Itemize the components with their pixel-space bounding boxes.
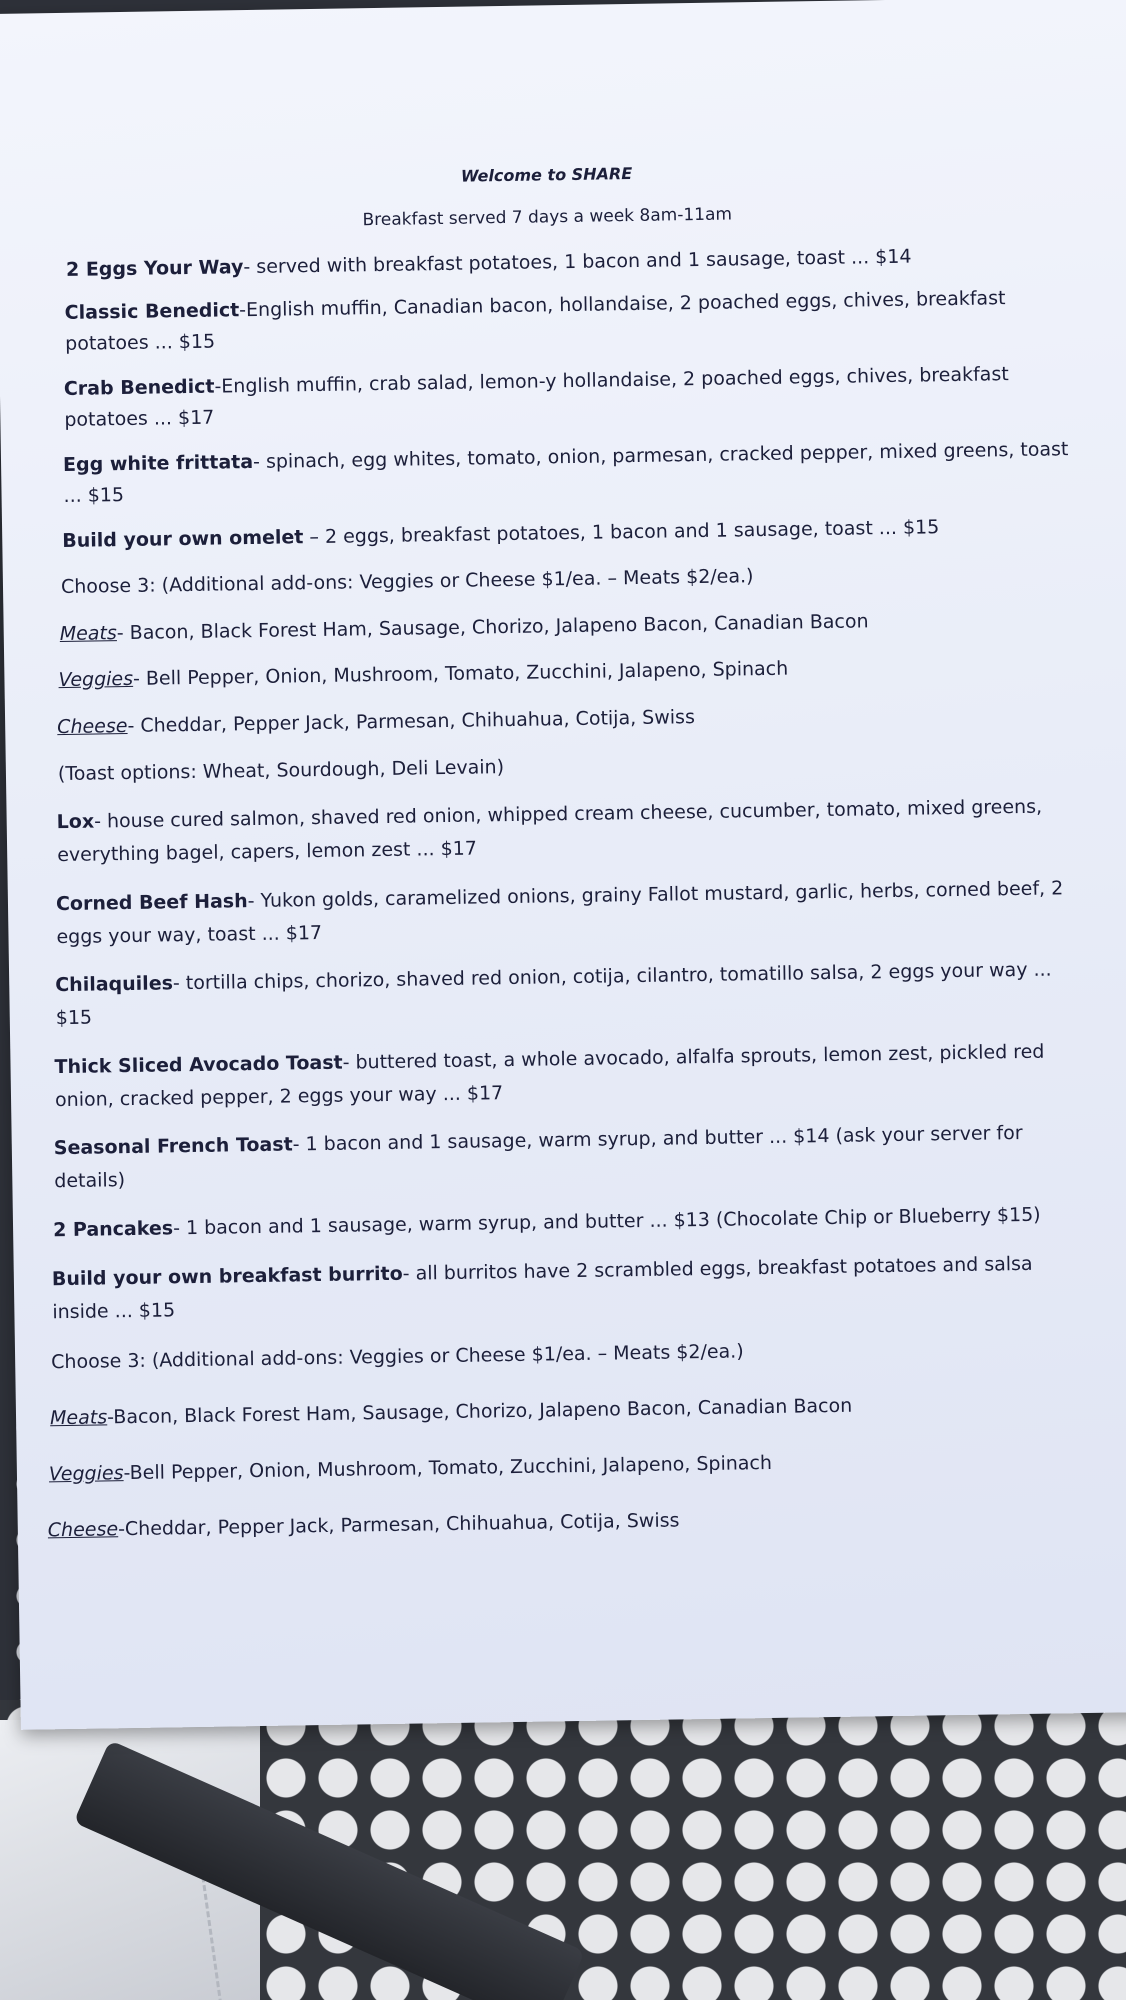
meats-list: - Bacon, Black Forest Ham, Sausage, Chorizo, Jalapeno Bacon, Canadian Bacon [116,610,869,645]
item-desc: - 1 bacon and 1 sausage, warm syrup, and butter ... $13 (Chocolate Chip or Blueberry $15) [172,1203,1041,1240]
omelet-choose: Choose 3: (Additional add-ons: Veggies or Cheese $1/ea. – Meats $2/ea.) [60,565,754,599]
veggies-label: Veggies [58,667,134,692]
item-desc: – 2 eggs, breakfast potatoes, 1 bacon and 1 sausage, toast ... $15 [303,516,940,549]
menu-item-chilaquiles [55,951,1052,1006]
menu-item-burrito [52,1245,1033,1299]
item-desc-cont: everything bagel, capers, lemon zest ... $17 [57,837,478,867]
item-name: Corned Beef Hash [55,890,248,916]
omelet-veggies [58,650,788,700]
burrito-cheese [48,1501,680,1550]
menu-item-omelet [62,508,940,561]
item-desc: - house cured salmon, shaved red onion, whipped cream cheese, cucumber, tomato, mixed greens, [93,795,1043,833]
cheese-label: Cheese [47,1518,119,1542]
omelet-meats [59,602,868,654]
item-name: Build your own breakfast burrito [51,1262,403,1291]
item-name: Classic Benedict [64,299,240,324]
item-name: Egg white frittata [62,450,254,476]
burrito-meats [50,1387,853,1439]
menu-item-egg-white-frittata [63,430,1069,485]
item-desc-cont: eggs your way, toast ... $17 [56,921,323,949]
item-desc: -English muffin, crab salad, lemon-y hollandaise, 2 poached eggs, chives, breakfast [214,363,1009,398]
item-name: Build your own omelet [62,526,304,552]
menu-item-french-toast [54,1114,1023,1168]
omelet-toast-options: (Toast options: Wheat, Sourdough, Deli Levain) [57,756,505,786]
item-name: 2 Pancakes [52,1217,174,1242]
item-desc-cont: potatoes ... $15 [65,330,216,355]
meats-label: Meats [59,622,117,646]
veggies-list: -Bell Pepper, Onion, Mushroom, Tomato, Zucchini, Jalapeno, Spinach [123,1451,773,1485]
item-desc-cont: potatoes ... $17 [64,406,215,431]
item-desc-cont: ... $15 [63,484,125,507]
cheese-label: Cheese [57,714,128,739]
item-desc-cont: $15 [55,1006,93,1030]
omelet-cheese [57,698,695,747]
item-desc: - tortilla chips, chorizo, shaved red onion, cotija, cilantro, tomatillo salsa, 2 eggs your way ... [172,958,1052,995]
item-name: Chilaquiles [55,972,174,997]
item-desc-cont: inside ... $15 [52,1299,176,1324]
item-desc: - spinach, egg whites, tomato, onion, parmesan, cracked pepper, mixed greens, toast [252,438,1069,473]
veggies-list: - Bell Pepper, Onion, Mushroom, Tomato, Zucchini, Jalapeno, Spinach [132,657,789,690]
item-desc: - all burritos have 2 scrambled eggs, breakfast potatoes and salsa [402,1252,1033,1285]
cheese-list: - Cheddar, Pepper Jack, Parmesan, Chihuahua, Cotija, Swiss [127,706,696,737]
veggies-label: Veggies [48,1462,124,1486]
item-desc: - 1 bacon and 1 sausage, warm syrup, and butter ... $14 (ask your server for [292,1121,1023,1156]
item-name: 2 Eggs Your Way [65,256,244,281]
item-desc-cont: details) [54,1169,126,1193]
burrito-veggies [49,1444,773,1494]
meats-label: Meats [49,1406,108,1430]
cheese-list: -Cheddar, Pepper Jack, Parmesan, Chihuahua, Cotija, Swiss [117,1509,680,1541]
item-name: Lox [56,810,95,834]
menu-title: Welcome to SHARE [460,163,633,186]
burrito-choose: Choose 3: (Additional add-ons: Veggies or Cheese $1/ea. – Meats $2/ea.) [51,1340,744,1374]
item-desc-cont: onion, cracked pepper, 2 eggs your way ... $17 [54,1082,504,1112]
item-desc: -English muffin, Canadian bacon, hollandaise, 2 poached eggs, chives, breakfast [239,287,1006,322]
item-name: Seasonal French Toast [53,1133,293,1160]
item-desc: - buttered toast, a whole avocado, alfalfa sprouts, lemon zest, pickled red [342,1040,1045,1074]
item-name: Thick Sliced Avocado Toast [54,1051,343,1079]
meats-list: -Bacon, Black Forest Ham, Sausage, Chorizo, Jalapeno Bacon, Canadian Bacon [106,1394,853,1429]
menu-subtitle: Breakfast served 7 days a week 8am-11am [362,204,733,231]
menu-item-pancakes [53,1196,1041,1251]
item-desc: - served with breakfast potatoes, 1 bacon and 1 sausage, toast ... $14 [243,245,912,279]
item-name: Crab Benedict [63,375,215,400]
item-desc: - Yukon golds, caramelized onions, grainy Fallot mustard, garlic, herbs, corned beef, 2 [247,877,1064,913]
